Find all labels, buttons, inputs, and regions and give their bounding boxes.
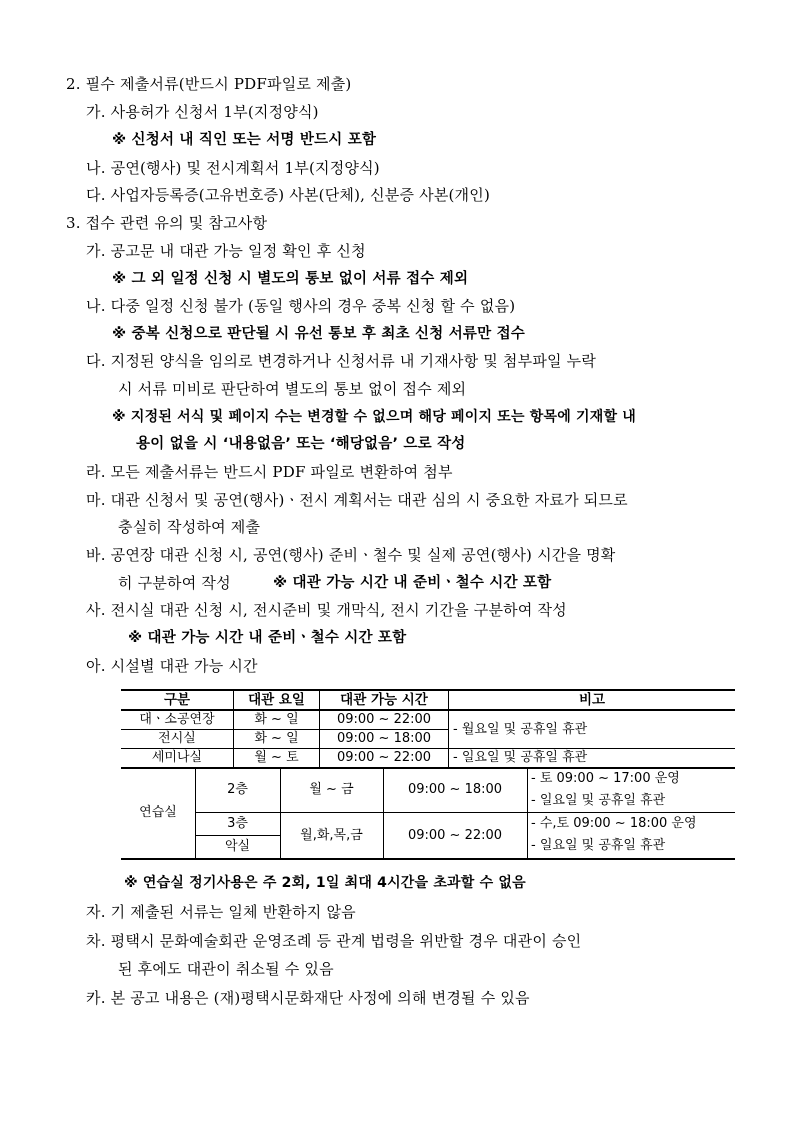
item-ga-1: 가. 사용허가 신청서 1부(지정양식) [86,103,319,121]
facility-name: 대ㆍ소공연장 [121,710,234,730]
table-header-row [121,690,735,710]
note-format-cont: 용이 없을 시 ‘내용없음’ 또는 ‘해당없음’ 으로 작성 [136,436,466,452]
remark: - 일요일 및 공휴일 휴관 [531,838,666,853]
table-row [121,710,735,730]
note-other-schedule: ※ 그 외 일정 신청 시 별도의 통보 없이 서류 접수 제외 [112,271,469,287]
item-ja: 자. 기 제출된 서류는 일체 반환하지 않음 [86,903,356,921]
practice-room-label: 연습실 [121,768,196,858]
rental-time: 09:00 ~ 18:00 [383,768,528,813]
rental-days: 화 ~ 일 [234,710,320,730]
item-cha: 차. 평택시 문화예술회관 운영조례 등 관계 법령을 위반할 경우 대관이 승인 [86,932,582,950]
facility-name: 전시실 [121,730,234,749]
item-ba: 바. 공연장 대관 신청 시, 공연(행사) 준비ㆍ철수 및 실제 공연(행사) 시간을 명확 [86,546,616,564]
header-remarks: 비고 [449,690,736,710]
facility-name: 세미나실 [121,749,234,769]
rental-time: 09:00 ~ 22:00 [320,749,449,769]
remark: - 수,토 09:00 ~ 18:00 운영 [531,816,697,831]
item-ra: 라. 모든 제출서류는 반드시 PDF 파일로 변환하여 첨부 [86,463,453,481]
remark: - 일요일 및 공휴일 휴관 [449,749,736,769]
floor-2-label: 2층 [195,768,281,813]
note-duplicate: ※ 중복 신청으로 판단될 시 유선 통보 후 최초 신청 서류만 접수 [112,326,525,342]
item-da-2: 다. 지정된 양식을 임의로 변경하거나 신청서류 내 기재사항 및 첨부파일 누락 [86,352,597,370]
section-2-heading: 2. 필수 제출서류(반드시 PDF파일로 제출) [66,75,352,93]
item-da-2-cont: 시 서류 미비로 판단하여 별도의 통보 없이 접수 제외 [118,380,467,398]
note-practice-limit: ※ 연습실 정기사용은 주 2회, 1일 최대 4시간을 초과할 수 없음 [124,875,526,891]
header-days: 대관 요일 [234,690,320,710]
floor-3-label: 3층 [195,813,281,836]
rental-hours-table [121,689,735,769]
item-ma-cont: 충실히 작성하여 제출 [118,518,261,536]
item-na-1: 나. 공연(행사) 및 전시계획서 1부(지정양식) [86,159,380,177]
item-ka: 카. 본 공고 내용은 (재)평택시문화재단 사정에 의해 변경될 수 있음 [86,989,530,1007]
rental-days: 월 ~ 금 [280,768,384,813]
header-time: 대관 가능 시간 [320,690,449,710]
item-na-2: 나. 다중 일정 신청 불가 (동일 행사의 경우 중복 신청 할 수 없음) [86,297,516,315]
remark: - 일요일 및 공휴일 휴관 [531,793,666,808]
item-sa: 사. 전시실 대관 신청 시, 전시준비 및 개막식, 전시 기간을 구분하여 작성 [86,601,567,619]
rental-time: 09:00 ~ 22:00 [383,813,528,858]
item-ma: 마. 대관 신청서 및 공연(행사)ㆍ전시 계획서는 대관 심의 시 중요한 자료가 되므로 [86,491,628,509]
item-a: 아. 시설별 대관 가능 시간 [86,657,258,675]
note-signature: ※ 신청서 내 직인 또는 서명 반드시 포함 [112,132,377,148]
table-row [121,749,735,769]
rental-time: 09:00 ~ 18:00 [320,730,449,749]
item-ba-cont: 히 구분하여 작성 [118,574,231,592]
divider [527,812,735,813]
note-format: ※ 지정된 서식 및 페이지 수는 변경할 수 없으며 해당 페이지 또는 항목에 기재할 내 [112,409,637,425]
note-prep-time-2: ※ 대관 가능 시간 내 준비ㆍ철수 시간 포함 [128,630,407,646]
rental-time: 09:00 ~ 22:00 [320,710,449,730]
practice-room-block [121,768,735,860]
rental-days: 월,화,목,금 [280,813,384,858]
music-room-label: 악실 [195,835,281,858]
header-category: 구분 [121,690,234,710]
rental-days: 화 ~ 일 [234,730,320,749]
item-ga-2: 가. 공고문 내 대관 가능 일정 확인 후 신청 [86,242,366,260]
note-prep-time-1: ※ 대관 가능 시간 내 준비ㆍ철수 시간 포함 [273,575,552,591]
remark: - 월요일 및 공휴일 휴관 [449,710,736,749]
item-cha-cont: 된 후에도 대관이 취소될 수 있음 [118,960,334,978]
rental-days: 월 ~ 토 [234,749,320,769]
remark: - 토 09:00 ~ 17:00 운영 [531,771,680,786]
item-da-1: 다. 사업자등록증(고유번호증) 사본(단체), 신분증 사본(개인) [86,186,490,204]
section-3-heading: 3. 접수 관련 유의 및 참고사항 [66,214,268,232]
